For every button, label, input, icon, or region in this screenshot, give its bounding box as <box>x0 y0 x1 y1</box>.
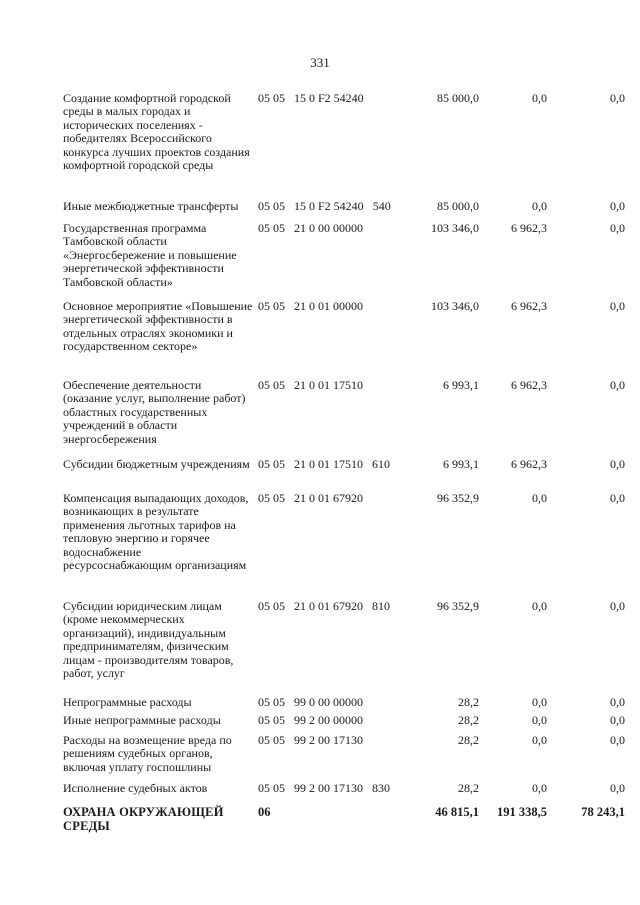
row-code <box>258 492 363 505</box>
row-name: Основное мероприятие «Повышение энергетической эффективности в отдельных отраслях экономики и государственном секторе» <box>63 299 253 354</box>
row-section: 05 05 <box>258 378 285 392</box>
row-value-2: 6 962,3 <box>511 221 547 235</box>
row-value-1: 6 993,1 <box>443 378 479 392</box>
row-value-1: 6 993,1 <box>443 457 479 471</box>
row-target: 21 0 01 67920 <box>294 599 363 613</box>
row-name: Обеспечение деятельности (оказание услуг, выполнение работ) областных государственных учреждений в области энергосбережения <box>63 378 246 446</box>
row-value-2: 0,0 <box>532 713 547 727</box>
row-name: Субсидии юридическим лицам (кроме некоммерческих организаций), индивидуальным предпринимателям, физическим лицам - производителям товаров, работ, услуг <box>63 599 234 681</box>
row-value-2: 191 338,5 <box>497 805 547 819</box>
row-value-2: 0,0 <box>532 695 547 709</box>
row-value-2: 6 962,3 <box>511 378 547 392</box>
row-name: Расходы на возмещение вреда по решениям судебных органов, включая уплату госпошлины <box>63 733 232 774</box>
row-expense-type: 610 <box>372 457 390 471</box>
row-code <box>258 600 390 613</box>
row-value-3: 0,0 <box>610 199 625 213</box>
row-value-1: 96 352,9 <box>437 491 479 505</box>
row-value-3: 0,0 <box>610 221 625 235</box>
row-value-1: 46 815,1 <box>435 805 479 819</box>
row-section: 06 <box>258 805 271 819</box>
row-value-3: 0,0 <box>610 491 625 505</box>
row-target: 21 0 01 17510 <box>294 378 363 392</box>
row-value-2: 0,0 <box>532 199 547 213</box>
row-code <box>258 696 363 709</box>
row-code <box>258 734 363 747</box>
row-value-3: 0,0 <box>610 733 625 747</box>
row-value-3: 0,0 <box>610 91 625 105</box>
row-value-2: 0,0 <box>532 781 547 795</box>
row-target: 21 0 01 67920 <box>294 491 363 505</box>
row-target: 99 2 00 00000 <box>294 713 363 727</box>
row-section: 05 05 <box>258 695 285 709</box>
row-code <box>258 379 363 392</box>
row-value-3: 0,0 <box>610 299 625 313</box>
row-value-1: 28,2 <box>458 733 479 747</box>
row-name: Компенсация выпадающих доходов, возникающих в результате применения льготных тарифов на тепловую энергию и горячее водоснабжение ресурсоснабжающим организациям <box>63 491 249 573</box>
row-value-2: 6 962,3 <box>511 457 547 471</box>
row-value-1: 85 000,0 <box>437 91 479 105</box>
row-expense-type: 540 <box>372 199 391 213</box>
row-value-3: 0,0 <box>610 713 625 727</box>
row-value-1: 28,2 <box>458 781 479 795</box>
row-value-2: 6 962,3 <box>511 299 547 313</box>
row-value-1: 103 346,0 <box>431 299 479 313</box>
row-target: 99 2 00 17130 <box>294 733 363 747</box>
row-name: Исполнение судебных актов <box>63 781 208 795</box>
row-target: 15 0 F2 54240 <box>294 199 364 213</box>
row-section: 05 05 <box>258 299 285 313</box>
row-target: 21 0 01 00000 <box>294 299 363 313</box>
row-name: ОХРАНА ОКРУЖАЮЩЕЙ СРЕДЫ <box>63 805 224 833</box>
row-value-1: 85 000,0 <box>437 199 479 213</box>
row-value-2: 0,0 <box>532 733 547 747</box>
row-value-1: 28,2 <box>458 713 479 727</box>
row-value-3: 0,0 <box>610 457 625 471</box>
row-section: 05 05 <box>258 199 285 213</box>
row-target: 15 0 F2 54240 <box>294 91 364 105</box>
row-value-3: 0,0 <box>610 695 625 709</box>
row-target: 21 0 01 17510 <box>294 457 363 471</box>
row-value-2: 0,0 <box>532 491 547 505</box>
row-target: 21 0 00 00000 <box>294 221 363 235</box>
row-value-3: 0,0 <box>610 599 625 613</box>
row-code <box>258 222 363 235</box>
row-target: 99 2 00 17130 <box>294 781 363 795</box>
row-code <box>258 200 391 213</box>
row-name: Государственная программа Тамбовской области «Энергосбережение и повышение энергетической эффективности Тамбовской области» <box>63 221 237 289</box>
row-section: 05 05 <box>258 221 285 235</box>
row-expense-type: 810 <box>372 599 390 613</box>
row-name: Создание комфортной городской среды в малых городах и исторических поселениях - победителях Всероссийского конкурса лучших проектов создания комфортной городской среды <box>63 91 250 173</box>
row-code <box>258 805 271 819</box>
row-code <box>258 458 390 471</box>
row-target: 99 0 00 00000 <box>294 695 363 709</box>
row-value-2: 0,0 <box>532 91 547 105</box>
row-code <box>258 714 363 727</box>
page-number: 331 <box>310 55 330 70</box>
row-code <box>258 782 390 795</box>
row-name: Непрограммные расходы <box>63 695 192 709</box>
row-expense-type: 830 <box>372 781 390 795</box>
row-code <box>258 300 363 313</box>
row-value-1: 96 352,9 <box>437 599 479 613</box>
row-value-3: 0,0 <box>610 781 625 795</box>
row-section: 05 05 <box>258 733 285 747</box>
row-section: 05 05 <box>258 491 285 505</box>
row-value-1: 103 346,0 <box>431 221 479 235</box>
row-value-3: 78 243,1 <box>581 805 625 819</box>
row-name: Иные непрограммные расходы <box>63 713 221 727</box>
row-value-3: 0,0 <box>610 378 625 392</box>
row-section: 05 05 <box>258 91 285 105</box>
row-section: 05 05 <box>258 599 285 613</box>
row-section: 05 05 <box>258 457 285 471</box>
row-value-2: 0,0 <box>532 599 547 613</box>
row-code <box>258 92 364 105</box>
row-value-1: 28,2 <box>458 695 479 709</box>
row-name: Субсидии бюджетным учреждениям <box>63 457 250 471</box>
row-section: 05 05 <box>258 781 285 795</box>
row-section: 05 05 <box>258 713 285 727</box>
row-name: Иные межбюджетные трансферты <box>63 199 239 213</box>
